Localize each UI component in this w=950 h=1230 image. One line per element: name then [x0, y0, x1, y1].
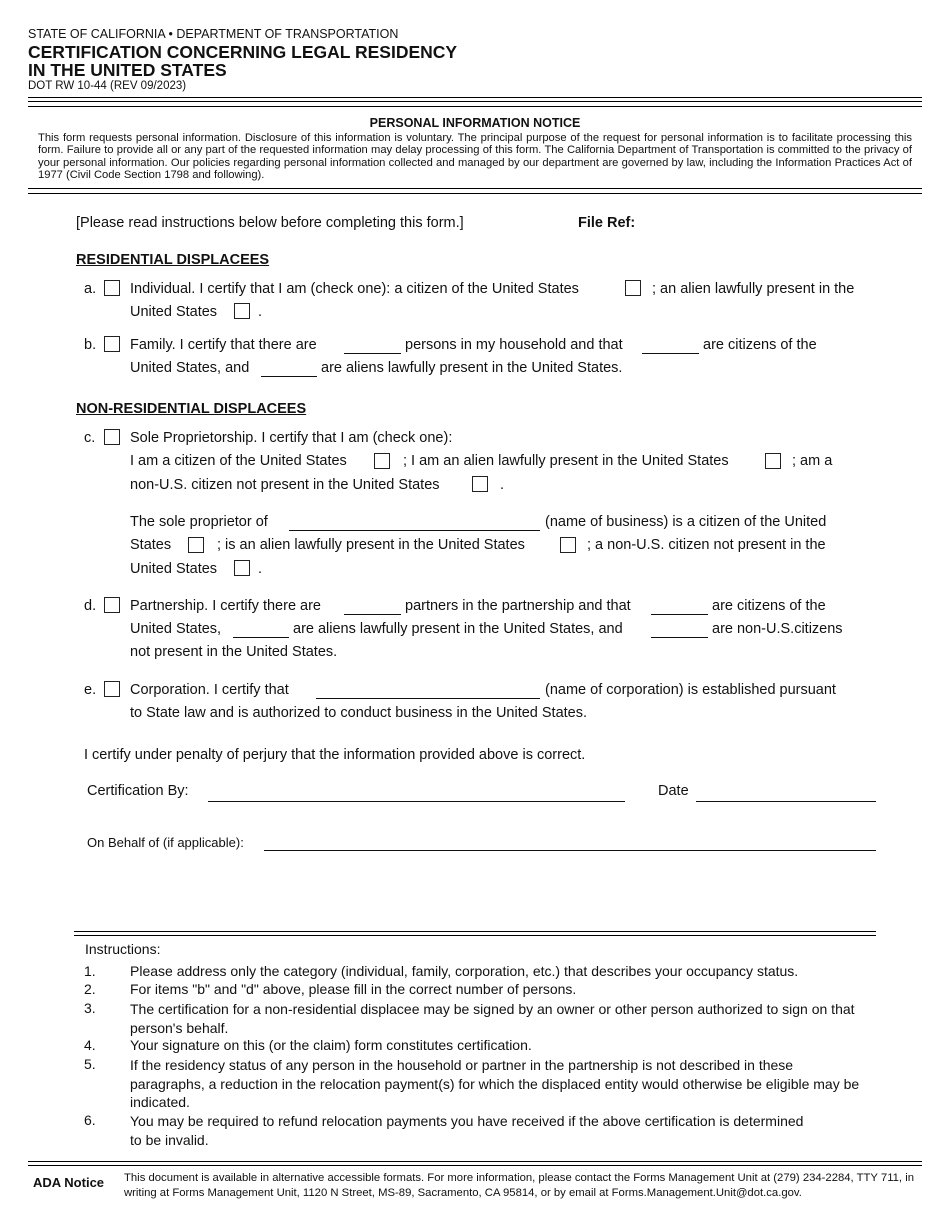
proprietor-noncitizen-checkbox[interactable]: [234, 560, 250, 576]
item-a-checkbox[interactable]: [104, 280, 120, 296]
item-c-text: States: [130, 537, 172, 553]
item-b-text: Family. I certify that there are: [130, 337, 317, 353]
ada-notice-body: This document is available in alternative accessible formats. For more information, please contact the Forms Management Unit at (279) 234-2284, TTY 711, in writing at Forms Management Unit, 1120 N Street, MS-89, Sacramento, CA 95814, or by email at Forms.Management.Unit@dot.ca.gov.: [124, 1172, 914, 1199]
on-behalf-field[interactable]: [264, 850, 876, 851]
item-c-text: ; is an alien lawfully present in the United States: [217, 537, 525, 553]
item-d-text: partners in the partnership and that: [405, 598, 631, 614]
item-c-period: .: [258, 561, 263, 577]
item-c-alien-checkbox[interactable]: [765, 453, 781, 469]
instruction-text: The certification for a non-residential displacee may be signed by an owner or other person authorized to sign on that person's behalf.: [130, 1001, 855, 1036]
certification-by-field[interactable]: [208, 801, 625, 802]
item-d-text: are non-U.S.citizens: [712, 621, 843, 637]
nonresidential-heading: NON-RESIDENTIAL DISPLACEES: [76, 401, 307, 417]
divider: [74, 935, 876, 936]
perjury-statement: I certify under penalty of perjury that the information provided above is correct.: [84, 747, 586, 763]
item-b-text: United States, and: [130, 360, 250, 376]
instruction-text: Please address only the category (individual, family, corporation, etc.) that describes your occupancy status.: [130, 963, 799, 979]
instruction-text: You may be required to refund relocation payments you have received if the above certification is determined to be invalid.: [130, 1113, 804, 1148]
item-d-text: are aliens lawfully present in the United States, and: [293, 621, 623, 637]
divider: [28, 1165, 922, 1166]
residential-heading: RESIDENTIAL DISPLACEES: [76, 252, 270, 268]
proprietor-citizen-checkbox[interactable]: [188, 537, 204, 553]
item-b-text: are aliens lawfully present in the United States.: [321, 360, 623, 376]
partners-count-field[interactable]: [344, 614, 401, 615]
item-b-checkbox[interactable]: [104, 336, 120, 352]
item-c-text: (name of business) is a citizen of the United: [545, 514, 827, 530]
instruction-num: 3.: [84, 1000, 96, 1016]
business-name-field[interactable]: [289, 530, 540, 531]
partners-noncitizens-field[interactable]: [651, 637, 708, 638]
item-e-text: to State law and is authorized to conduct business in the United States.: [130, 705, 588, 721]
instruction-text: Your signature on this (or the claim) form constitutes certification.: [130, 1037, 532, 1053]
form-number: DOT RW 10-44 (REV 09/2023): [28, 80, 187, 92]
agency-line: STATE OF CALIFORNIA • DEPARTMENT OF TRANSPORTATION: [28, 27, 399, 41]
file-ref-label: File Ref:: [578, 215, 636, 231]
item-a-alien-checkbox[interactable]: [234, 303, 250, 319]
item-a-text: Individual. I certify that I am (check one): a citizen of the United States: [130, 281, 579, 297]
item-a-text-alien: ; an alien lawfully present in the: [652, 281, 855, 297]
divider: [28, 97, 922, 98]
instruction-num: 5.: [84, 1056, 96, 1072]
item-a-letter: a.: [84, 281, 97, 297]
notice-title: PERSONAL INFORMATION NOTICE: [369, 116, 581, 130]
divider: [28, 188, 922, 189]
household-persons-field[interactable]: [344, 353, 401, 354]
household-aliens-field[interactable]: [261, 376, 317, 377]
item-e-text: Corporation. I certify that: [130, 682, 289, 698]
item-b-text: persons in my household and that: [405, 337, 623, 353]
ada-notice-heading: ADA Notice: [33, 1175, 105, 1190]
notice-body: This form requests personal information. Disclosure of this information is voluntary. The principal purpose of the request for personal information is to facilitate processing this form. Failure to provide all or any part of the requested information may delay processing of this form. The California Department of Transportation is committed to the privacy of your personal information. Our policies regarding personal information collected and managed by our department are governed by law, including the Information Practices Act of 1977 (Civil Code Section 1798 and following).: [38, 132, 912, 181]
instruction-text: If the residency status of any person in the household or partner in the partnership is not described in these paragraphs, a reduction in the relocation payment(s) for which the displaced entity would otherwise be eligible may be indicated.: [130, 1057, 860, 1110]
certification-by-label: Certification By:: [87, 783, 189, 799]
divider: [74, 931, 876, 932]
on-behalf-label: On Behalf of (if applicable):: [87, 835, 244, 850]
divider: [28, 1161, 922, 1162]
item-d-checkbox[interactable]: [104, 597, 120, 613]
divider: [28, 101, 922, 102]
item-d-text: Partnership. I certify there are: [130, 598, 321, 614]
date-field[interactable]: [696, 801, 876, 802]
item-d-letter: d.: [84, 598, 97, 614]
item-c-letter: c.: [84, 430, 96, 446]
item-c-checkbox[interactable]: [104, 429, 120, 445]
item-c-period: .: [500, 477, 505, 493]
item-c-text: ; I am an alien lawfully present in the United States: [403, 453, 729, 469]
item-d-text: not present in the United States.: [130, 644, 338, 660]
item-c-noncitizen-checkbox[interactable]: [472, 476, 488, 492]
form-title-line1: CERTIFICATION CONCERNING LEGAL RESIDENCY: [28, 42, 458, 62]
divider: [28, 106, 922, 107]
item-a-text-us: United States: [130, 304, 218, 320]
instruction-num: 1.: [84, 963, 96, 979]
item-c-text: United States: [130, 561, 218, 577]
item-e-checkbox[interactable]: [104, 681, 120, 697]
date-label: Date: [658, 783, 689, 799]
partners-citizens-field[interactable]: [651, 614, 708, 615]
instruction-text: For items "b" and "d" above, please fill in the correct number of persons.: [130, 981, 577, 997]
item-c-text: ; am a: [792, 453, 833, 469]
item-b-text: are citizens of the: [703, 337, 817, 353]
item-c-text: I am a citizen of the United States: [130, 453, 347, 469]
item-d-text: are citizens of the: [712, 598, 826, 614]
instruction-num: 6.: [84, 1112, 96, 1128]
item-c-text: non-U.S. citizen not present in the United States: [130, 477, 440, 493]
item-c-text: Sole Proprietorship. I certify that I am (check one):: [130, 430, 453, 446]
item-c-text: The sole proprietor of: [130, 514, 268, 530]
form-title: [28, 43, 457, 79]
item-a-period: .: [258, 304, 263, 320]
item-e-letter: e.: [84, 682, 97, 698]
form-title-line2: IN THE UNITED STATES: [28, 60, 227, 80]
item-c-citizen-checkbox[interactable]: [374, 453, 390, 469]
proprietor-alien-checkbox[interactable]: [560, 537, 576, 553]
instruction-num: 2.: [84, 981, 96, 997]
instructions-heading: Instructions:: [85, 941, 161, 957]
corporation-name-field[interactable]: [316, 698, 540, 699]
item-a-citizen-checkbox[interactable]: [625, 280, 641, 296]
instruction-num: 4.: [84, 1037, 96, 1053]
item-b-letter: b.: [84, 337, 97, 353]
household-citizens-field[interactable]: [642, 353, 699, 354]
item-e-text: (name of corporation) is established pursuant: [545, 682, 836, 698]
item-d-text: United States,: [130, 621, 222, 637]
read-instructions-note: [Please read instructions below before completing this form.]: [76, 215, 464, 231]
partners-aliens-field[interactable]: [233, 637, 289, 638]
divider: [28, 193, 922, 194]
item-c-text: ; a non-U.S. citizen not present in the: [587, 537, 826, 553]
